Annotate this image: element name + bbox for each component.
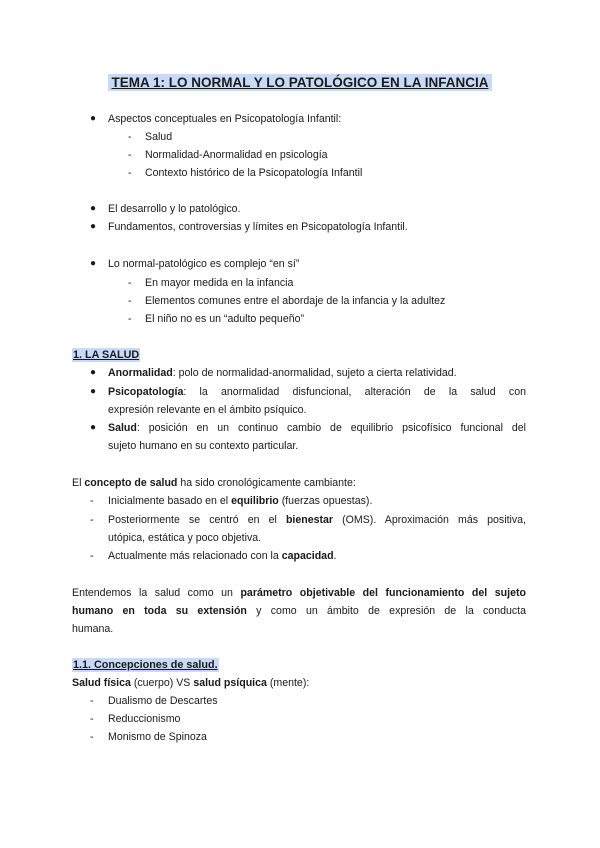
bullet-dot: ● (90, 203, 97, 214)
concept-line: utópica, estática y poco objetiva. (108, 532, 262, 544)
bold-text: equilibrio (231, 495, 279, 507)
def-term: Psicopatología (108, 386, 184, 398)
concept-item-1 (108, 494, 372, 508)
def-anormalidad (108, 366, 457, 380)
dash: - (128, 277, 132, 289)
bullet-dot: ● (90, 221, 97, 232)
def-line (108, 419, 526, 437)
page-title: TEMA 1: LO NORMAL Y LO PATOLÓGICO EN LA INFANCIA (108, 74, 491, 91)
text: (fuerzas opuestas). (278, 495, 373, 507)
bold-text: capacidad (281, 550, 334, 562)
def-text: : polo de normalidad-anormalidad, sujeto a cierta relatividad. (172, 367, 457, 379)
def-line: expresión relevante en el ámbito psíquico. (108, 404, 307, 416)
paragraph-line: humana. (72, 623, 114, 635)
bullet-dot: ● (90, 258, 97, 269)
bold-text: concepto de salud (84, 477, 178, 489)
text: y como un ámbito de expresión de la conducta (246, 605, 526, 617)
concept-line (72, 476, 356, 490)
text: Posteriormente se centró en el (108, 514, 286, 526)
def-psicopatologia (108, 383, 526, 419)
def-text: : posición en un continuo cambio de equilibrio psicofísico funcional del (136, 422, 526, 434)
intro-bullet-2: El desarrollo y lo patológico. (108, 203, 241, 215)
text: (OMS). Aproximación más positiva, (333, 514, 526, 526)
title-wrapper (0, 74, 600, 92)
intro-bullet-4: Lo normal-patológico es complejo “en sí” (108, 258, 300, 270)
bold-text: bienestar (285, 514, 334, 526)
understand-paragraph (72, 584, 526, 638)
subsection-heading: 1.1. Concepciones de salud. (73, 659, 218, 671)
dash: - (128, 167, 132, 179)
bullet-dot: ● (90, 386, 97, 397)
intro-sub-item: Salud (145, 131, 173, 143)
intro-sub-item: El niño no es un “adulto pequeño” (145, 313, 305, 325)
dash: - (128, 313, 132, 325)
text: ha sido cronológicamente cambiante: (177, 477, 356, 489)
text: Inicialmente basado en el (108, 495, 232, 507)
bold-text: humano en toda su extensión (72, 605, 247, 617)
bold-text: Salud física (72, 677, 131, 689)
list-item: Monismo de Spinoza (108, 731, 207, 743)
def-term: Salud (108, 422, 137, 434)
list-item: Dualismo de Descartes (108, 695, 218, 707)
list-item: Reduccionismo (108, 713, 181, 725)
bold-text: parámetro objetivable del funcionamiento del sujeto (240, 587, 526, 599)
text: El (72, 477, 85, 489)
paragraph-line (72, 602, 526, 620)
text: (mente): (266, 677, 310, 689)
intro-sub-item: Normalidad-Anormalidad en psicología (145, 149, 328, 161)
salud-line (72, 676, 309, 690)
text: . (333, 550, 337, 562)
bullet-dot: ● (90, 367, 97, 378)
dash: - (90, 495, 94, 507)
text: Entendemos la salud como un (72, 587, 241, 599)
section-heading: 1. LA SALUD (73, 349, 140, 361)
bold-text: salud psíquica (193, 677, 267, 689)
text: (cuerpo) VS (130, 677, 194, 689)
intro-sub-item: En mayor medida en la infancia (145, 277, 294, 289)
def-line (108, 383, 526, 401)
concept-item-3 (108, 549, 337, 563)
intro-bullet-1: Aspectos conceptuales en Psicopatología Infantil: (108, 113, 342, 125)
dash: - (128, 149, 132, 161)
intro-sub-item: Contexto histórico de la Psicopatología Infantil (145, 167, 363, 179)
dash: - (90, 731, 94, 743)
dash: - (90, 695, 94, 707)
def-salud (108, 419, 526, 455)
dash: - (90, 550, 94, 562)
def-text: : la anormalidad disfuncional, alteración de la salud con (183, 386, 526, 398)
paragraph-line (72, 584, 526, 602)
def-term: Anormalidad (108, 367, 173, 379)
intro-sub-item: Elementos comunes entre el abordaje de la infancia y la adultez (145, 295, 446, 307)
def-line: sujeto humano en su contexto particular. (108, 440, 299, 452)
bullet-dot: ● (90, 422, 97, 433)
concept-line (108, 511, 526, 529)
concept-item-2 (108, 511, 526, 547)
bullet-dot: ● (90, 113, 97, 124)
intro-bullet-3: Fundamentos, controversias y límites en Psicopatología Infantil. (108, 221, 408, 233)
dash: - (128, 295, 132, 307)
dash: - (90, 713, 94, 725)
dash: - (128, 131, 132, 143)
dash: - (90, 514, 94, 526)
text: Actualmente más relacionado con la (108, 550, 282, 562)
